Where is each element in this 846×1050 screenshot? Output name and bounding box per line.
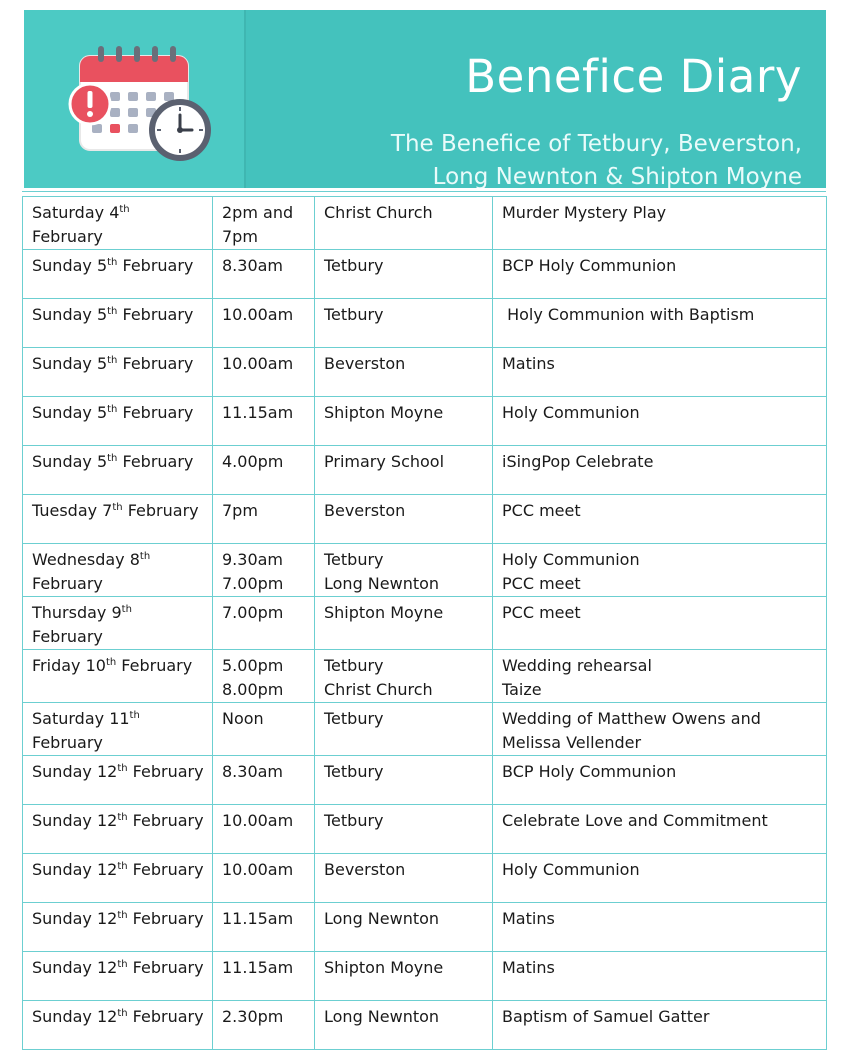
time-text: 11.15am bbox=[222, 958, 294, 977]
date-day: Sunday 5 bbox=[32, 256, 108, 275]
date-ordinal: th bbox=[117, 861, 128, 872]
date-cell bbox=[23, 756, 213, 805]
place-text: Beverston bbox=[324, 501, 406, 520]
diary-banner bbox=[24, 10, 826, 188]
date-ordinal: th bbox=[117, 812, 128, 823]
place-text: Shipton Moyne bbox=[324, 603, 444, 622]
date-month: February bbox=[32, 227, 103, 246]
time-cell bbox=[213, 703, 315, 756]
place-text: Long Newnton bbox=[324, 1007, 440, 1026]
place-text: Long Newnton bbox=[324, 574, 440, 593]
date-day: Thursday 9 bbox=[32, 603, 122, 622]
date-day: Sunday 5 bbox=[32, 403, 108, 422]
date-ordinal: th bbox=[107, 257, 118, 268]
event-text: Holy Communion bbox=[502, 403, 640, 422]
event-text: PCC meet bbox=[502, 603, 581, 622]
place-cell bbox=[315, 650, 493, 703]
event-text: iSingPop Celebrate bbox=[502, 452, 654, 471]
event-cell bbox=[493, 1001, 827, 1050]
date-day: Sunday 12 bbox=[32, 860, 118, 879]
date-text bbox=[32, 303, 204, 327]
date-ordinal: th bbox=[129, 710, 140, 721]
date-month: February bbox=[32, 627, 103, 646]
banner-icon-panel bbox=[24, 10, 246, 188]
place-cell bbox=[315, 495, 493, 544]
event-text: PCC meet bbox=[502, 501, 581, 520]
place-text: Tetbury bbox=[324, 709, 384, 728]
table-row bbox=[23, 197, 827, 250]
event-text: Taize bbox=[502, 680, 542, 699]
date-ordinal: th bbox=[107, 355, 118, 366]
place-text: Beverston bbox=[324, 860, 406, 879]
place-cell bbox=[315, 446, 493, 495]
place-cell bbox=[315, 903, 493, 952]
date-month: February bbox=[122, 256, 194, 275]
place-text: Tetbury bbox=[324, 305, 384, 324]
time-cell bbox=[213, 197, 315, 250]
date-month: February bbox=[32, 733, 103, 752]
time-text: 10.00am bbox=[222, 860, 294, 879]
place-cell bbox=[315, 250, 493, 299]
place-text: Beverston bbox=[324, 354, 406, 373]
place-cell bbox=[315, 805, 493, 854]
table-row bbox=[23, 650, 827, 703]
place-cell bbox=[315, 952, 493, 1001]
event-cell bbox=[493, 397, 827, 446]
place-cell bbox=[315, 544, 493, 597]
date-cell bbox=[23, 250, 213, 299]
date-cell bbox=[23, 544, 213, 597]
place-cell bbox=[315, 1001, 493, 1050]
time-cell bbox=[213, 348, 315, 397]
event-text: BCP Holy Communion bbox=[502, 256, 677, 275]
table-row bbox=[23, 544, 827, 597]
event-text: Matins bbox=[502, 909, 555, 928]
diary-subtitle-line1: The Benefice of Tetbury, Beverston, bbox=[390, 131, 802, 157]
time-text: 7.00pm bbox=[222, 603, 284, 622]
date-text bbox=[32, 450, 204, 474]
time-text: 8.00pm bbox=[222, 680, 284, 699]
time-text: 9.30am bbox=[222, 550, 284, 569]
date-day: Sunday 12 bbox=[32, 909, 118, 928]
date-month: February bbox=[122, 354, 194, 373]
date-text bbox=[32, 601, 204, 625]
place-text: Tetbury bbox=[324, 811, 384, 830]
date-text bbox=[32, 760, 204, 784]
date-text bbox=[32, 858, 204, 882]
date-day: Sunday 12 bbox=[32, 811, 118, 830]
date-day: Saturday 11 bbox=[32, 709, 130, 728]
event-text: Baptism of Samuel Gatter bbox=[502, 1007, 710, 1026]
time-text: 2pm and bbox=[222, 203, 294, 222]
time-cell bbox=[213, 903, 315, 952]
table-row bbox=[23, 903, 827, 952]
date-ordinal: th bbox=[105, 657, 117, 668]
table-row bbox=[23, 703, 827, 756]
date-text bbox=[32, 254, 204, 278]
date-day: Sunday 5 bbox=[32, 354, 108, 373]
event-text: Holy Communion bbox=[502, 860, 640, 879]
place-cell bbox=[315, 397, 493, 446]
date-text bbox=[32, 352, 204, 376]
time-text: 7pm bbox=[222, 501, 258, 520]
table-row bbox=[23, 397, 827, 446]
date-ordinal: th bbox=[119, 204, 130, 215]
time-cell bbox=[213, 756, 315, 805]
time-text: 11.15am bbox=[222, 403, 294, 422]
date-month: February bbox=[132, 958, 204, 977]
event-text: Holy Communion with Baptism bbox=[502, 305, 755, 324]
date-ordinal: th bbox=[107, 404, 118, 415]
time-cell bbox=[213, 250, 315, 299]
time-text: 10.00am bbox=[222, 305, 294, 324]
place-cell bbox=[315, 703, 493, 756]
table-row bbox=[23, 952, 827, 1001]
date-cell bbox=[23, 703, 213, 756]
time-cell bbox=[213, 650, 315, 703]
date-text bbox=[32, 956, 204, 980]
time-text: 2.30pm bbox=[222, 1007, 284, 1026]
date-ordinal: th bbox=[139, 551, 151, 562]
date-cell bbox=[23, 854, 213, 903]
table-row bbox=[23, 299, 827, 348]
event-text: Celebrate Love and Commitment bbox=[502, 811, 768, 830]
time-text: 11.15am bbox=[222, 909, 294, 928]
time-text: 8.30am bbox=[222, 762, 284, 781]
date-day: Tuesday 7 bbox=[32, 501, 113, 520]
event-text: Murder Mystery Play bbox=[502, 203, 667, 222]
place-cell bbox=[315, 348, 493, 397]
place-text: Tetbury bbox=[324, 656, 384, 675]
event-text: Wedding rehearsal bbox=[502, 656, 652, 675]
event-text: BCP Holy Communion bbox=[502, 762, 677, 781]
time-cell bbox=[213, 805, 315, 854]
place-text: Tetbury bbox=[324, 256, 384, 275]
table-row bbox=[23, 805, 827, 854]
date-month: February bbox=[132, 1007, 204, 1026]
date-ordinal: th bbox=[117, 959, 128, 970]
time-text: 10.00am bbox=[222, 811, 294, 830]
table-row bbox=[23, 1001, 827, 1050]
date-text bbox=[32, 499, 204, 523]
diary-title: Benefice Diary bbox=[465, 50, 802, 103]
date-day: Sunday 12 bbox=[32, 1007, 118, 1026]
time-text: 8.30am bbox=[222, 256, 284, 275]
date-month: February bbox=[122, 403, 194, 422]
time-text: 10.00am bbox=[222, 354, 294, 373]
time-cell bbox=[213, 544, 315, 597]
time-cell bbox=[213, 495, 315, 544]
date-month: February bbox=[122, 305, 194, 324]
date-month: February bbox=[127, 501, 199, 520]
date-text bbox=[32, 907, 204, 931]
event-cell bbox=[493, 650, 827, 703]
date-cell bbox=[23, 495, 213, 544]
date-day: Wednesday 8 bbox=[32, 550, 140, 569]
diary-table bbox=[22, 196, 827, 1050]
place-cell bbox=[315, 197, 493, 250]
time-cell bbox=[213, 299, 315, 348]
place-text: Long Newnton bbox=[324, 909, 440, 928]
time-cell bbox=[213, 952, 315, 1001]
date-month: February bbox=[132, 860, 204, 879]
date-text bbox=[32, 707, 204, 731]
date-cell bbox=[23, 197, 213, 250]
place-cell bbox=[315, 597, 493, 650]
place-text: Christ Church bbox=[324, 203, 433, 222]
diary-subtitle-line2: Long Newnton & Shipton Moyne bbox=[432, 164, 802, 188]
date-day: Sunday 5 bbox=[32, 305, 108, 324]
event-text: Matins bbox=[502, 354, 555, 373]
date-day: Sunday 5 bbox=[32, 452, 108, 471]
date-text bbox=[32, 809, 204, 833]
event-text: Holy Communion bbox=[502, 550, 640, 569]
time-cell bbox=[213, 397, 315, 446]
time-text: 4.00pm bbox=[222, 452, 284, 471]
date-cell bbox=[23, 446, 213, 495]
date-ordinal: th bbox=[107, 453, 118, 464]
event-cell bbox=[493, 299, 827, 348]
time-text: Noon bbox=[222, 709, 264, 728]
date-day: Saturday 4 bbox=[32, 203, 120, 222]
date-month: February bbox=[121, 656, 193, 675]
date-ordinal: th bbox=[107, 306, 118, 317]
date-month: February bbox=[32, 574, 103, 593]
date-text bbox=[32, 548, 204, 572]
header-divider bbox=[22, 191, 826, 192]
time-cell bbox=[213, 1001, 315, 1050]
date-month: February bbox=[132, 811, 204, 830]
event-cell bbox=[493, 197, 827, 250]
event-text: Wedding of Matthew Owens and bbox=[502, 709, 761, 728]
date-text bbox=[32, 201, 204, 225]
event-cell bbox=[493, 756, 827, 805]
event-cell bbox=[493, 805, 827, 854]
event-cell bbox=[493, 952, 827, 1001]
date-ordinal: th bbox=[121, 604, 132, 615]
event-cell bbox=[493, 903, 827, 952]
place-text: Tetbury bbox=[324, 550, 384, 569]
place-cell bbox=[315, 299, 493, 348]
diary-rows bbox=[23, 197, 827, 1050]
date-text bbox=[32, 1005, 204, 1029]
place-text: Shipton Moyne bbox=[324, 958, 444, 977]
date-ordinal: th bbox=[117, 910, 128, 921]
event-cell bbox=[493, 348, 827, 397]
place-text: Christ Church bbox=[324, 680, 433, 699]
event-cell bbox=[493, 544, 827, 597]
table-row bbox=[23, 348, 827, 397]
table-row bbox=[23, 446, 827, 495]
place-text: Primary School bbox=[324, 452, 445, 471]
event-cell bbox=[493, 446, 827, 495]
date-month: February bbox=[132, 762, 204, 781]
date-ordinal: th bbox=[117, 763, 128, 774]
calendar-alert-clock-icon bbox=[66, 44, 216, 172]
place-text: Shipton Moyne bbox=[324, 403, 444, 422]
time-text: 7.00pm bbox=[222, 574, 284, 593]
time-cell bbox=[213, 854, 315, 903]
place-cell bbox=[315, 854, 493, 903]
date-cell bbox=[23, 348, 213, 397]
date-cell bbox=[23, 650, 213, 703]
event-cell bbox=[493, 495, 827, 544]
table-row bbox=[23, 597, 827, 650]
event-cell bbox=[493, 250, 827, 299]
date-cell bbox=[23, 1001, 213, 1050]
date-month: February bbox=[122, 452, 194, 471]
event-cell bbox=[493, 703, 827, 756]
table-row bbox=[23, 250, 827, 299]
date-cell bbox=[23, 952, 213, 1001]
date-cell bbox=[23, 903, 213, 952]
time-cell bbox=[213, 597, 315, 650]
time-text: 5.00pm bbox=[222, 656, 284, 675]
table-row bbox=[23, 854, 827, 903]
event-cell bbox=[493, 597, 827, 650]
date-day: Sunday 12 bbox=[32, 762, 118, 781]
date-ordinal: th bbox=[112, 502, 123, 513]
date-text bbox=[32, 654, 204, 678]
table-row bbox=[23, 495, 827, 544]
date-cell bbox=[23, 805, 213, 854]
date-ordinal: th bbox=[117, 1008, 128, 1019]
event-text: PCC meet bbox=[502, 574, 581, 593]
date-cell bbox=[23, 299, 213, 348]
event-text: Melissa Vellender bbox=[502, 733, 642, 752]
place-cell bbox=[315, 756, 493, 805]
event-cell bbox=[493, 854, 827, 903]
date-month: February bbox=[132, 909, 204, 928]
table-row bbox=[23, 756, 827, 805]
time-text: 7pm bbox=[222, 227, 258, 246]
date-cell bbox=[23, 597, 213, 650]
date-day: Sunday 12 bbox=[32, 958, 118, 977]
date-cell bbox=[23, 397, 213, 446]
place-text: Tetbury bbox=[324, 762, 384, 781]
event-text: Matins bbox=[502, 958, 555, 977]
date-day: Friday 10 bbox=[32, 656, 106, 675]
date-text bbox=[32, 401, 204, 425]
time-cell bbox=[213, 446, 315, 495]
